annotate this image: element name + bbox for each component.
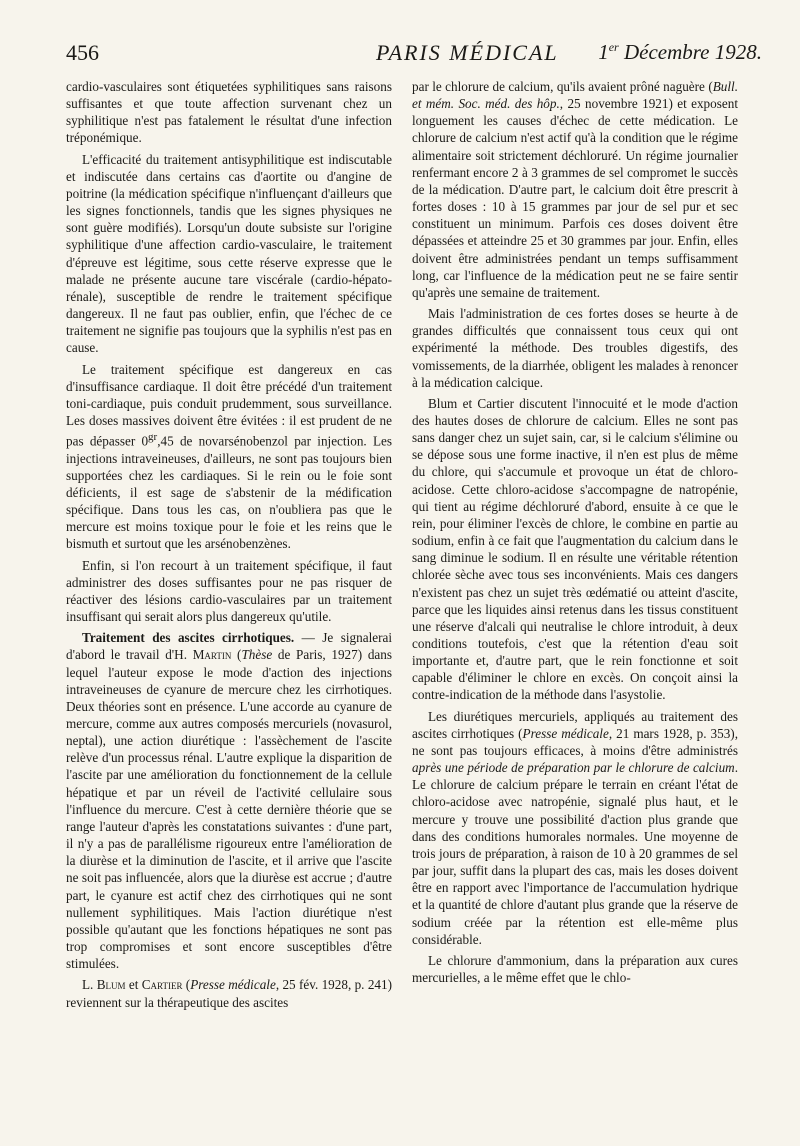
left-p3-text-b: ,45 de novarsénobenzol par injection. Les injections intraveineuses, d'ailleurs, ne sont pas toujours bien supportées chez les cardiaques. Si le rein ou le foie sont déficients, il est sage de s'abstenir de la médification spécifique. Dans tous les cas, on n'oubliera pas que le mercure est moins toxique pour le foie et les reins que le bismuth et surtout que les arsénobenzènes.: [66, 433, 392, 552]
left-paragraph-4: Enfin, si l'on recourt à un traitement spécifique, il faut administrer des doses suffisantes pour ne pas risquer de réactiver des lésions cardio-vasculaires par un traitement insuffisant qui serait alors plus dangereux qu'utile.: [66, 557, 392, 625]
left-p6-text-c: (: [182, 977, 191, 993]
journal-title: PARIS MÉDICAL: [376, 40, 559, 65]
left-p6-text-a: L.: [82, 977, 97, 993]
left-paragraph-1: cardio-vasculaires sont étiquetées syphilitiques sans raisons suffisantes et que toute affection survenant chez un syphilitique n'est pas fatalement le résultat d'une infection tréponémique.: [66, 79, 392, 146]
right-p1-text-a: par le chlorure de calcium, qu'ils avaient prôné naguère (: [412, 79, 713, 94]
author-blum: Blum: [96, 977, 126, 993]
date-ordinal-suffix: er: [608, 40, 619, 54]
left-p6-text-b: et: [125, 977, 142, 993]
left-p5-text-c: de Paris, 1927) dans lequel l'auteur expose le mode d'action des injections intraveineuses de cyanure de mercure chez les cirrhotiques. Deux théories sont en présence. L'une accorde au cyanure de mercure, comme aux autres composés mercuriels (novasurol, neptal), une action diurétique : l'assèchement de l'ascite relève d'un processus rénal. L'autre explique la disparition de l'ascite par une amélioration du fonctionnement de la cellule hépatique et par un réveil de l'activité cellulaire sous l'influence du mercure. C'est à cette dernière théorie que se range l'auteur d'après les constatations suivantes : d'une part, il n'y a pas de parallélisme rigoureux entre l'amélioration de la diurèse et la diminution de l'ascite, et il arrive que l'ascite ne soit pas influencée, alors que la diurèse est accrue ; d'autre part, le cyanure est actif chez des cirrhotiques qui ne sont nullement syphilitiques. Mais l'action diurétique n'est possible qu'autant que les fonctions hépatiques ne sont pas trop compromises et sont encore susceptibles d'être stimulées.: [66, 647, 392, 972]
right-p4-text-b: , 21 mars 1928, p. 353), ne sont pas toujours efficaces, à moins d'être administrés: [412, 725, 738, 758]
left-paragraph-5: [66, 629, 392, 972]
page-header: [66, 38, 762, 72]
emphasis-preparation: après une période de préparation par le chlorure de calcium: [412, 760, 735, 776]
left-p5-text-a: — Je signalerai d'abord le travail d'H.: [66, 630, 392, 663]
author-martin: Martin: [192, 647, 232, 663]
left-column: [66, 78, 392, 1015]
left-paragraph-3: [66, 361, 392, 553]
author-cartier: Cartier: [141, 977, 183, 993]
citation-these: Thèse: [241, 647, 273, 663]
right-p4-text-c: . Le chlorure de calcium prépare le terrain en créant l'état de chloro-acidose avec natropénie, signalé plus haut, et le mercure y trouve une possibilité d'action plus grande que dans des conditions humorales normales. Une moyenne de trois jours de préparation, à raison de 10 à 20 grammes de sel par jour, suffit dans la plupart des cas, mais les doses doivent être en rapport avec l'importance de l'accumulation hydrique et la quantité de chlore d'autant plus grande que la réserve de sodium créée par la rétention est elle-même plus considérable.: [412, 760, 738, 947]
gram-unit-sup: gr: [148, 431, 158, 444]
citation-bull-mem: Bull. et mém. Soc. méd. des hôp.: [412, 79, 738, 112]
left-p6-text-d: , 25 fév. 1928, p. 241) reviennent sur la thérapeutique des ascites: [66, 977, 392, 1010]
issue-date: [598, 40, 762, 65]
right-paragraph-4: [412, 708, 738, 948]
right-paragraph-1: [412, 78, 738, 301]
right-paragraph-5: Le chlorure d'ammonium, dans la préparation aux cures mercurielles, a le même effet que le chlo-: [412, 952, 738, 985]
left-p3-text-a: Le traitement spécifique est dangereux en cas d'insuffisance cardiaque. Il doit être précédé d'un traitement toni-cardiaque, puis conduit prudemment, sous surveillance. Les doses massives doivent être évitées : il est prudent de ne pas dépasser 0: [66, 361, 392, 449]
date-ordinal: 1: [598, 40, 609, 64]
left-paragraph-2: L'efficacité du traitement antisyphilitique est indiscutable et indiscutée dans certains cas d'aortite ou d'angine de poitrine (la médication spécifique n'influençant d'ailleurs que les signes fonctionnels, tandis que les signes physiques ne sont guère modifiés). Lorsqu'un doute subsiste sur l'origine syphilitique d'une affection cardio-vasculaire, le traitement d'épreuve est légitime, sous cette réserve expresse que le malade ne présente aucune tare viscérale (cardio-hépato-rénale), susceptible de rendre le traitement spécifique dangereux. Il ne faut pas oublier, enfin, que l'échec de ce traitement ne signifie pas toujours que la syphilis n'est pas en cause.: [66, 151, 392, 356]
left-paragraph-6: [66, 976, 392, 1010]
page-number: 456: [66, 40, 99, 65]
right-column: [412, 78, 738, 990]
citation-presse-medicale: Presse médicale: [190, 977, 276, 993]
right-paragraph-3: Blum et Cartier discutent l'innocuité et le mode d'action des hautes doses de chlorure de calcium. Elles ne sont pas sans danger chez un sujet sain, car, si le calcium s'élimine ou se dépose sous une forme inactive, il n'en est plus de même du chlore, qui s'accumule et provoque un état de chloro-acidose. Cette chloro-acidose s'accompagne de natropénie, qui tient au régime déchloruré d'abord, ensuite à ce que le rein, pour éliminer l'excès de chlore, le combine en partie au sodium, enfin à ce fait que l'augmentation du calcium dans le sang diminue le sodium. Il en résulte une véritable rétention chlorée sèche avec tous ses inconvénients. Mais ces dangers n'existent pas chez un sujet très œdématié ou atteint d'ascite, parce que les liquides ainsi retenus dans les tissus constituent une réserve d'alcali qui neutralise le chlore introduit, à deux conditions toutefois, c'est que la rétention d'eau soit importante et, d'autre part, que le rein fonctionne et soit capable d'éliminer le chlore en excès. On conçoit ainsi la contre-indication de la méthode dans l'asystolie.: [412, 395, 738, 703]
right-p4-text-a: Les diurétiques mercuriels, appliqués au traitement des ascites cirrhotiques (: [412, 708, 738, 741]
right-paragraph-2: Mais l'administration de ces fortes doses se heurte à de grandes difficultés que connaissent tous ceux qui ont expérimenté la méthode. Des troubles digestifs, des vomissements, de la diarrhée, obligent les malades à renoncer à la médication calcique.: [412, 306, 738, 390]
right-p1-text-b: , 25 novembre 1921) et exposent longuement les causes d'échec de cette médication. Le chlorure de calcium n'est actif qu'à la condition que le régime alimentaire soit strictement déchloruré. Un régime journalier renfermant encore 2 à 3 grammes de sel compromet le succès de la médication. D'autre part, le calcium doit être prescrit à fortes doses : 10 à 15 grammes par jour de sel pur et sec constituent un minimum. Parfois ces doses doivent être dépassées et atteindre 25 et 30 grammes par jour. Enfin, elles doivent être administrées pendant un temps suffisamment long, car l'influence de la médication peut ne se faire sentir qu'après une semaine de traitement.: [412, 96, 738, 300]
date-rest: Décembre 1928.: [618, 40, 762, 64]
citation-presse-medicale-2: Presse médicale: [522, 725, 609, 741]
section-heading-ascites: Traitement des ascites cirrhotiques.: [82, 630, 295, 646]
left-p5-text-b: (: [231, 647, 242, 663]
